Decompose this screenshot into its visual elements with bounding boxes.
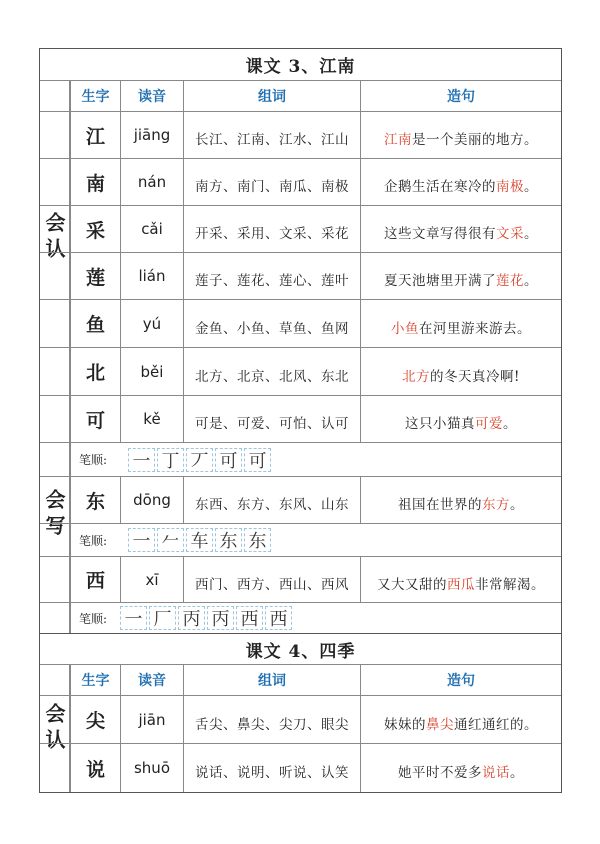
lesson-title-row: [40, 633, 561, 664]
table-row: [40, 476, 561, 523]
sentence-cell: 这些文章写得很有文采。: [384, 226, 538, 242]
table-row: [40, 299, 561, 347]
pinyin-cell: yú: [142, 314, 162, 333]
table-row: [40, 158, 561, 205]
pinyin-cell: běi: [140, 362, 164, 381]
words-cell: 南方、南门、南瓜、南极: [195, 179, 349, 195]
stroke-step: 丁: [157, 448, 184, 472]
words-cell: 莲子、莲花、莲心、莲叶: [195, 273, 349, 289]
words-cell: 说话、说明、听说、认笑: [195, 765, 349, 781]
sentence-cell: 妹妹的鼻尖通红通红的。: [384, 716, 538, 733]
words-cell: 北方、北京、北风、东北: [195, 368, 349, 385]
stroke-sequence: [120, 603, 294, 633]
table-row: [40, 395, 561, 442]
stroke-step: 可: [215, 448, 242, 472]
pinyin-cell: jiān: [138, 710, 166, 729]
words-cell: 西门、西方、西山、西风: [195, 576, 349, 593]
words-cell: 东西、东方、东风、山东: [195, 497, 349, 513]
header-words: 组词: [258, 89, 286, 105]
stroke-step: 一: [120, 606, 147, 630]
stroke-sequence: [128, 524, 273, 556]
header-pinyin: 读音: [138, 89, 166, 105]
char-cell: 莲: [85, 266, 105, 289]
char-cell: 说: [85, 758, 105, 781]
sentence-cell: 祖国在世界的东方。: [398, 497, 524, 513]
stroke-step: 车: [186, 528, 213, 552]
pinyin-cell: jiāng: [133, 126, 171, 144]
header-words: 组词: [258, 673, 286, 689]
stroke-step: 东: [244, 528, 271, 552]
stroke-step: 丙: [207, 606, 234, 630]
char-cell: 南: [85, 172, 105, 195]
words-cell: 可是、可爱、可怕、认可: [195, 416, 349, 432]
table-row: [40, 347, 561, 395]
header-pinyin: 读音: [138, 673, 166, 689]
sentence-cell: 夏天池塘里开满了莲花。: [384, 273, 538, 289]
pinyin-cell: shuō: [133, 759, 170, 777]
stroke-step: 丙: [178, 606, 205, 630]
stroke-step: 西: [265, 606, 292, 630]
stroke-step: 一: [128, 528, 155, 552]
char-cell: 江: [85, 125, 105, 148]
stroke-order-row: [40, 442, 561, 476]
stroke-order-row: [40, 523, 561, 556]
lesson-4-title: 课文 4、四季: [245, 641, 356, 662]
sentence-cell: 企鹅生活在寒冷的南极。: [384, 179, 538, 195]
header-sentence: 造句: [447, 89, 475, 105]
stroke-label: 笔顺:: [79, 533, 108, 548]
words-cell: 舌尖、鼻尖、尖刀、眼尖: [195, 716, 349, 733]
pinyin-cell: xī: [145, 570, 159, 589]
stroke-step: 可: [244, 448, 271, 472]
sentence-cell: 她平时不爱多说话。: [398, 765, 524, 781]
stroke-label: 笔顺:: [79, 611, 108, 626]
header-char: 生字: [81, 673, 110, 689]
char-cell: 西: [85, 570, 105, 592]
lesson-3-title: 课文 3、江南: [245, 57, 356, 77]
header-row: [40, 80, 561, 111]
char-cell: 北: [85, 362, 105, 384]
stroke-order-row: [40, 602, 561, 633]
words-cell: 金鱼、小鱼、草鱼、鱼网: [195, 320, 349, 337]
pinyin-cell: dōng: [133, 491, 171, 509]
recognize-group-label: 会认: [40, 80, 70, 395]
pinyin-cell: lián: [138, 267, 166, 285]
char-cell: 东: [85, 490, 105, 513]
lesson-title-row: [40, 49, 561, 80]
table-row: [40, 743, 561, 792]
pinyin-cell: cǎi: [141, 220, 163, 238]
header-row: [40, 664, 561, 695]
stroke-step: 𠂉: [157, 528, 184, 552]
pinyin-cell: kě: [143, 410, 161, 428]
char-cell: 采: [85, 219, 105, 242]
stroke-step: 西: [236, 606, 263, 630]
words-cell: 长江、江南、江水、江山: [195, 132, 349, 148]
stroke-label: 笔顺:: [79, 453, 108, 467]
table-row: [40, 252, 561, 299]
stroke-sequence: [128, 443, 273, 476]
char-cell: 可: [85, 409, 105, 432]
write-group-label: 会写: [40, 395, 70, 633]
sentence-cell: 江南是一个美丽的地方。: [384, 132, 538, 148]
table-row: [40, 556, 561, 602]
recognize-group-label: 会认: [40, 664, 70, 792]
char-cell: 鱼: [85, 314, 105, 336]
stroke-step: 丆: [186, 448, 213, 472]
words-cell: 开采、采用、文采、采花: [195, 226, 349, 242]
pinyin-cell: nán: [137, 173, 167, 191]
header-sentence: 造句: [447, 673, 475, 689]
char-cell: 尖: [85, 710, 105, 732]
stroke-step: 厂: [149, 606, 176, 630]
table-row: [40, 205, 561, 252]
worksheet: [39, 48, 562, 793]
sentence-cell: 这只小猫真可爱。: [405, 416, 517, 432]
sentence-cell: 北方的冬天真冷啊!: [402, 368, 520, 385]
table-row: [40, 111, 561, 158]
stroke-step: 一: [128, 448, 155, 472]
sentence-cell: 小鱼在河里游来游去。: [391, 320, 531, 337]
table-row: [40, 695, 561, 743]
sentence-cell: 又大又甜的西瓜非常解渴。: [377, 576, 545, 593]
stroke-step: 东: [215, 528, 242, 552]
header-char: 生字: [81, 89, 110, 105]
